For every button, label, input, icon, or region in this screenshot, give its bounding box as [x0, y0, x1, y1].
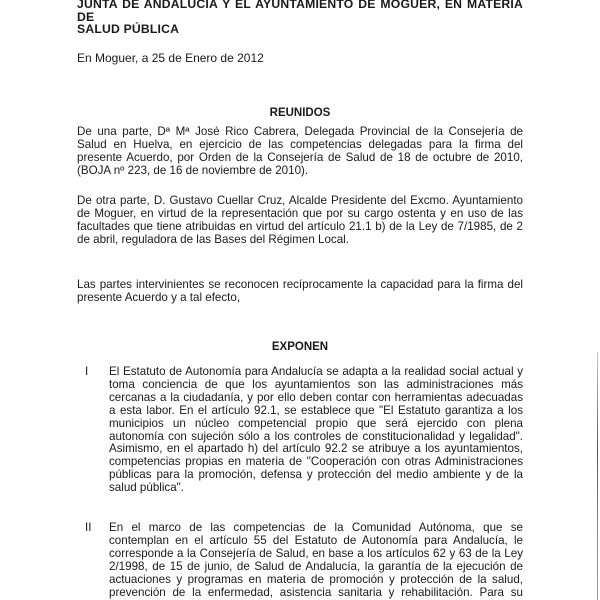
- text-line: toma conciencia de que los ayuntamientos son las administraciones más: [109, 377, 523, 391]
- text-line: corresponde a la Consejería de Salud, en base a los artículos 62 y 63 de la Ley: [109, 546, 523, 560]
- item-number: II: [85, 521, 92, 534]
- text-line: En el marco de las competencias de la Comunidad Autónoma, que se: [109, 521, 523, 534]
- text-line: prevención de la enfermedad, asistencia sanitaria y rehabilitación. Para su: [109, 585, 523, 599]
- heading-reunidos: REUNIDOS: [269, 107, 331, 119]
- item-number: I: [85, 365, 89, 378]
- text-line: De una parte, Dª Mª José Rico Cabrera, Delegada Provincial de la Consejería de: [77, 125, 523, 138]
- title-line-1: JUNTA DE ANDALUCIA Y EL AYUNTAMIENTO DE MOGUER, EN MATERIA DE: [77, 0, 523, 24]
- text-line: facultades que tiene atribuidas en virtud del artículo 21.1 b) de la Ley de 7/1985, de 2: [77, 219, 523, 233]
- text-line: contemplan en el artículo 55 del Estatuto de Autonomía para Andalucía, le: [109, 533, 523, 547]
- text-line: de abril, reguladora de las Bases del Régimen Local.: [77, 232, 349, 246]
- heading-exponen: EXPONEN: [271, 341, 329, 353]
- scan-edge-line: [597, 352, 598, 600]
- text-line: (BOJA nº 223, de 16 de noviembre de 2010).: [77, 163, 309, 177]
- text-line: municipios un núcleo competencial propio que será ejercido con plena: [109, 416, 523, 430]
- item-body: [109, 366, 523, 495]
- text-line: actuaciones y programas en materia de promoción y protección de la salud,: [109, 572, 523, 586]
- text-line: presente Acuerdo, por Orden de la Consejería de Salud de 18 de octubre de 2010,: [77, 150, 523, 164]
- title-line-2: SALUD PÚBLICA: [77, 22, 180, 36]
- paragraph-second-party: [77, 195, 523, 247]
- text-line: Las partes intervinientes se reconocen recíprocamente la capacidad para la firma del: [77, 278, 523, 291]
- text-line: 2/1998, de 15 de junio, de Salud de Andalucía, la garantía de la ejecución de: [109, 559, 523, 573]
- text-line: Salud en Huelva, en ejercicio de las competencias delegadas para la firma del: [77, 137, 523, 151]
- text-line: públicas para la promoción, defensa y protección del medio ambiente y de la: [109, 468, 523, 482]
- text-line: presente Acuerdo y a tal efecto,: [77, 290, 241, 304]
- text-line: El Estatuto de Autonomía para Andalucía se adapta a la realidad social actual y: [109, 365, 523, 378]
- document-title: [77, 0, 523, 36]
- text-line: cercanas a la ciudadanía, y por ello deben contar con herramientas adecuadas: [109, 390, 523, 404]
- text-line: Asimismo, en el apartado h) del artículo 92.2 se atribuye a los ayuntamientos,: [109, 442, 523, 456]
- item-body: [109, 522, 523, 599]
- text-line: de Moguer, en virtud de la representación que por su cargo ostenta y en uso de las: [77, 206, 523, 220]
- paragraph-first-party: [77, 126, 523, 178]
- text-line: competencias propias en materia de "Cooperación con otras Administraciones: [109, 455, 523, 469]
- text-line: De otra parte, D. Gustavo Cuellar Cruz, Alcalde Presidente del Excmo. Ayuntamiento: [77, 194, 523, 207]
- paragraph-capacity: [77, 279, 523, 305]
- text-line: a esta labor. En el artículo 92.1, se establece que "El Estatuto garantiza a los: [109, 403, 523, 417]
- text-line: autonomía con sujeción sólo a los controles de constitucionalidad y legalidad".: [109, 429, 523, 443]
- date-line: En Moguer, a 25 de Enero de 2012: [77, 51, 264, 65]
- text-line: salud pública".: [109, 481, 185, 495]
